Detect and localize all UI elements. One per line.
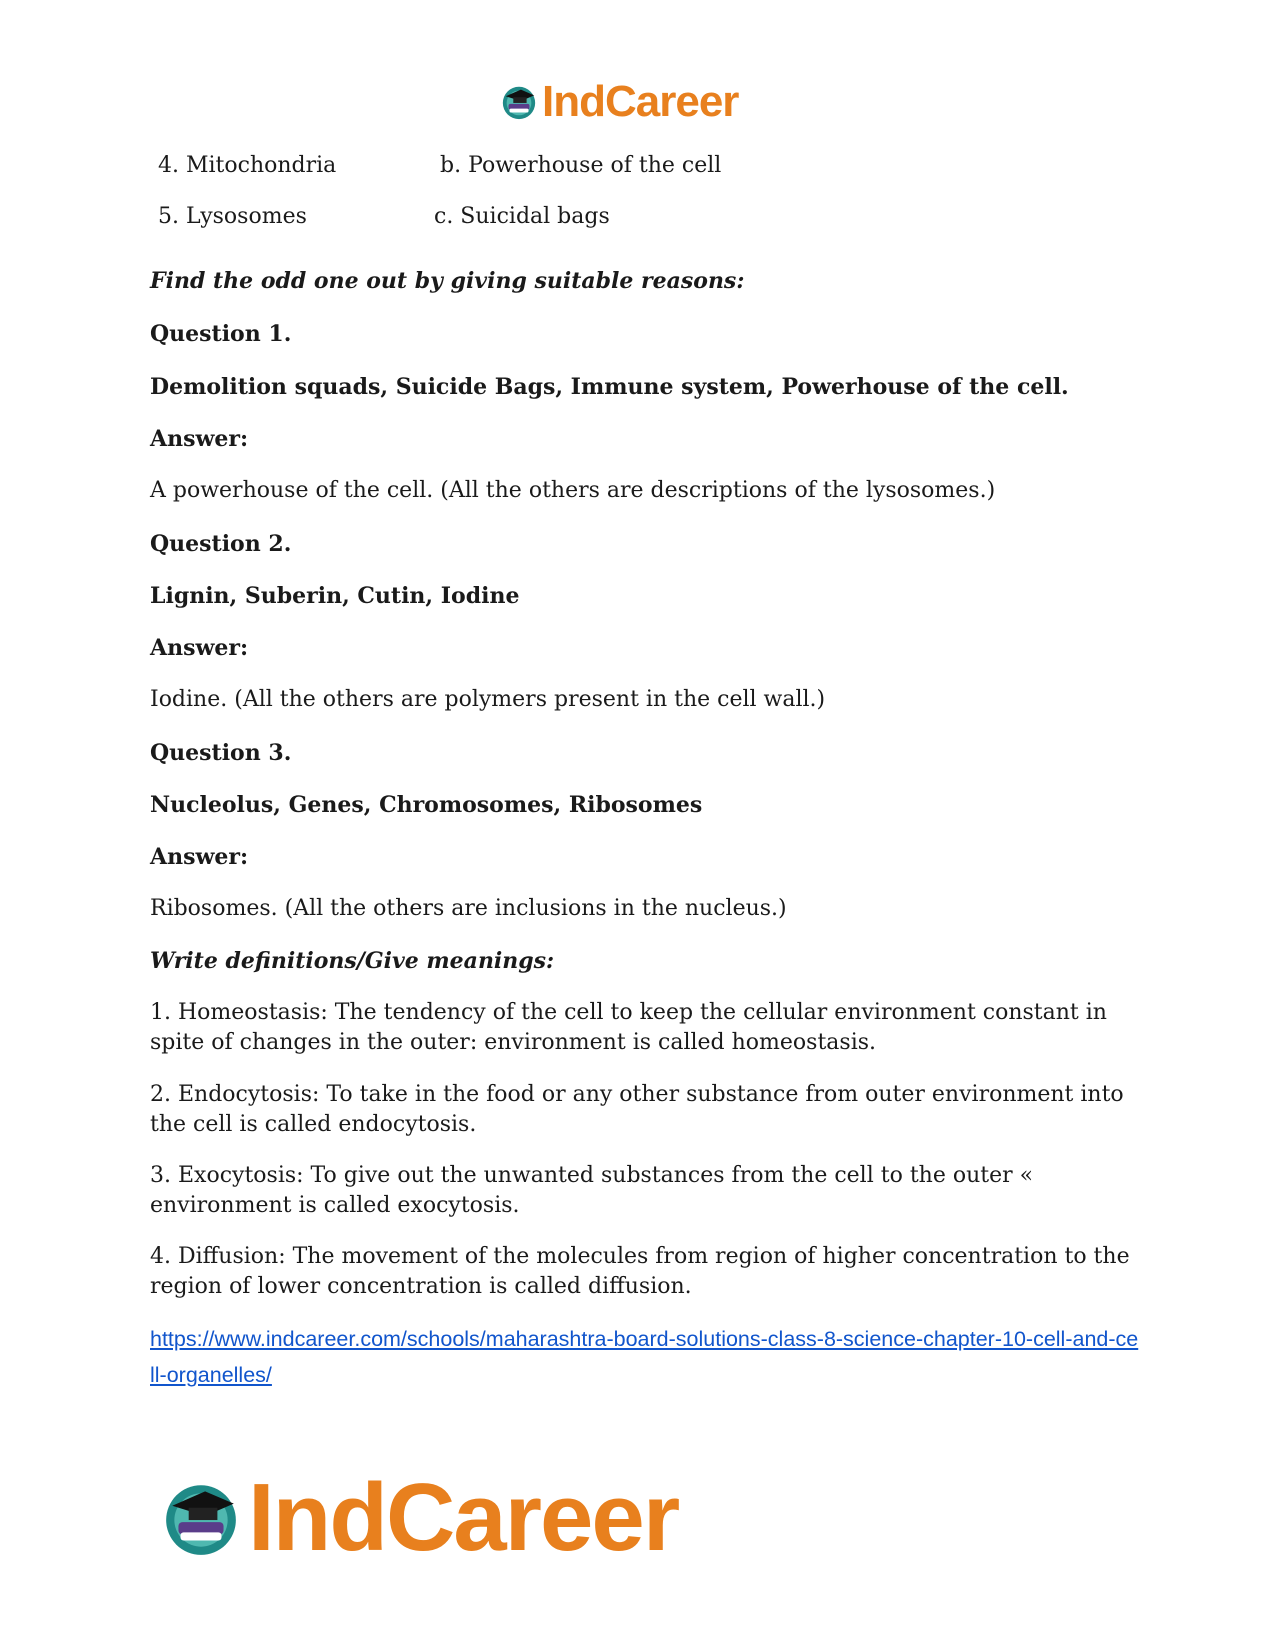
graduation-globe-icon	[500, 83, 538, 121]
match-row	[158, 204, 610, 229]
answer-text: Iodine. (All the others are polymers present in the cell wall.)	[150, 687, 826, 712]
definition-item: 2. Endocytosis: To take in the food or any other substance from outer environment into the cell is called endocytosis.	[150, 1082, 1124, 1137]
answer-text: A powerhouse of the cell. (All the others are descriptions of the lysosomes.)	[150, 478, 996, 503]
answer-label: Answer:	[150, 844, 249, 870]
definition-item: 4. Diffusion: The movement of the molecules from region of higher concentration to the region of lower concentration is called diffusion.	[150, 1244, 1130, 1299]
match-row	[158, 153, 722, 178]
brand-logo-top	[500, 77, 739, 126]
brand-logo-text: IndCareer	[248, 1464, 679, 1571]
definition-item: 3. Exocytosis: To give out the unwanted substances from the cell to the outer « environment is called exocytosis.	[150, 1163, 1034, 1218]
answer-text: Ribosomes. (All the others are inclusions in the nucleus.)	[150, 896, 787, 921]
definition-item: 1. Homeostasis: The tendency of the cell to keep the cellular environment constant in spite of changes in the outer: environment is called homeostasis.	[150, 1000, 1107, 1055]
section-heading-definitions: Write definitions/Give meanings:	[150, 948, 555, 974]
match-right: b. Powerhouse of the cell	[440, 153, 722, 178]
question-label: Question 2.	[150, 531, 292, 557]
question-items: Lignin, Suberin, Cutin, Iodine	[150, 583, 520, 609]
section-heading-odd-one-out: Find the odd one out by giving suitable reasons:	[150, 268, 745, 294]
match-left: 5. Lysosomes	[158, 204, 307, 229]
question-label: Question 3.	[150, 740, 292, 766]
answer-label: Answer:	[150, 426, 249, 452]
brand-logo-bottom	[160, 1464, 679, 1571]
match-left: 4. Mitochondria	[158, 153, 337, 178]
question-label: Question 1.	[150, 321, 292, 347]
brand-logo-text: IndCareer	[542, 77, 739, 126]
graduation-globe-icon	[160, 1477, 242, 1559]
question-items: Nucleolus, Genes, Chromosomes, Ribosomes	[150, 792, 703, 818]
source-link[interactable]: https://www.indcareer.com/schools/maharashtra-board-solutions-class-8-science-chapter-10-cell-and-cell-organelles/	[150, 1327, 1139, 1387]
question-items: Demolition squads, Suicide Bags, Immune system, Powerhouse of the cell.	[150, 374, 1069, 400]
answer-label: Answer:	[150, 635, 249, 661]
match-right: c. Suicidal bags	[434, 204, 610, 229]
